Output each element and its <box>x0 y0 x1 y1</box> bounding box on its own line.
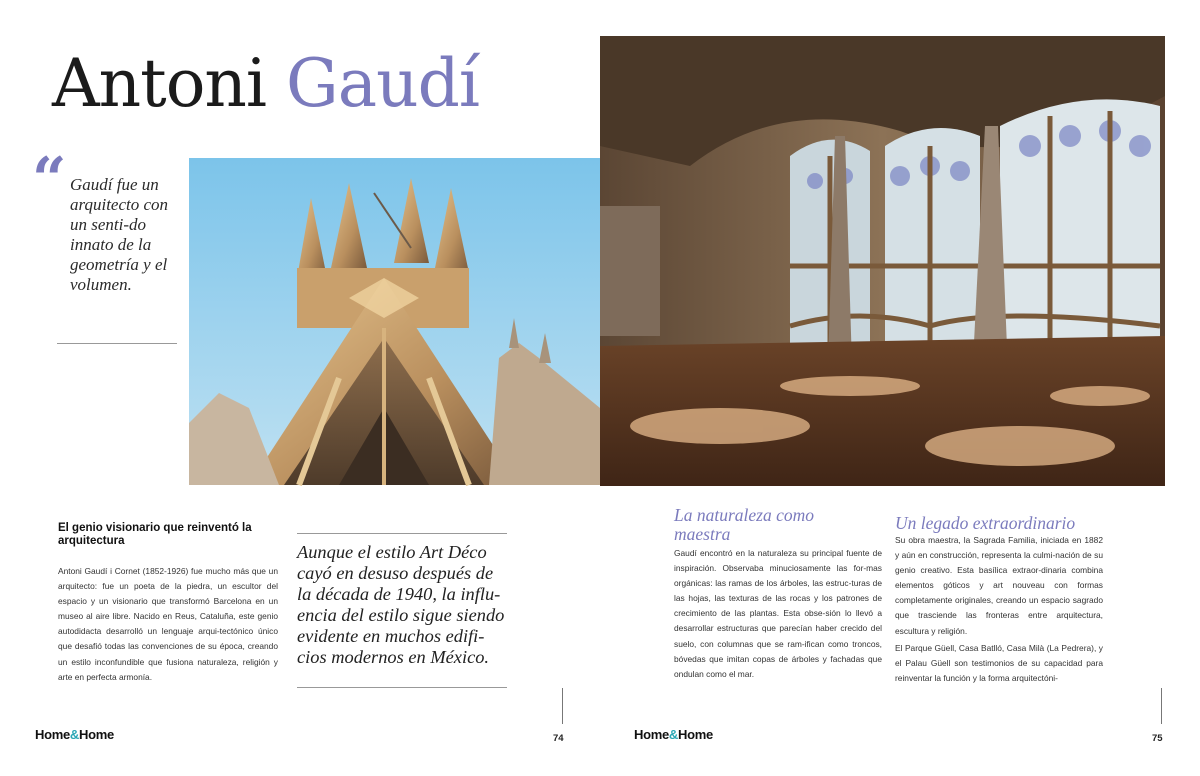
section-body-nature: Gaudí encontró en la naturaleza su principal fuente de inspiración. Observaba minuciosamente las for-mas orgánicas: las ramas de los árboles, las estruc-turas de las hojas, las texturas de las rocas y los patrones de crecimiento de las plantas. Esta obse-sión lo llevó a desarrollar estructuras que parecían haber crecido del suelo, con columnas que se ram-ifican como troncos, bóvedas que imitan copas de árboles y fachadas que ondulan como el mar. <box>674 548 882 679</box>
mid-quote-top-rule <box>297 533 507 534</box>
quote-mark-icon: “ <box>32 145 67 215</box>
sagrada-familia-image <box>189 158 600 485</box>
quote-divider <box>57 343 177 344</box>
legacy-paragraph-1: Su obra maestra, la Sagrada Familia, iniciada en 1882 y aún en construcción, representa la culmi-nación de su genio creativo. Esta basílica extraor-dinaria combina elementos góticos y art nouveau con formas completamente originales, creando un espacio sagrado que trasciende las fronteras entre arquitectura, escultura y religión. <box>895 535 1103 636</box>
page-number-left: 74 <box>553 733 564 744</box>
legacy-paragraph-2: El Parque Güell, Casa Batlló, Casa Milà (La Pedrera), y el Palau Güell son testimonios de su capacidad para reinventar la función y la forma arquitectóni- <box>895 642 1103 683</box>
section-heading-nature: La naturaleza como maestra <box>674 505 814 544</box>
footer-divider-left <box>562 688 563 724</box>
brand-amp: & <box>668 727 679 742</box>
footer-divider-right <box>1161 688 1162 724</box>
brand-amp: & <box>69 727 80 742</box>
page-number-right: 75 <box>1152 733 1163 744</box>
brand-logo-right <box>634 727 713 742</box>
section-body-legacy <box>895 533 1103 683</box>
mid-pull-quote: Aunque el estilo Art Déco cayó en desuso después de la década de 1940, la influ-encia del estilo sigue siendo evidente en muchos edifi-cios modernos en México. <box>297 542 505 667</box>
casa-batllo-image <box>600 36 1165 486</box>
article-heading: El genio visionario que reinventó la arquitectura <box>58 522 252 547</box>
brand-word: Home <box>678 727 713 742</box>
page-title <box>52 44 479 124</box>
title-first-word: Antoni <box>52 45 267 122</box>
article-body: Antoni Gaudí i Cornet (1852-1926) fue mucho más que un arquitecto: fue un poeta de la piedra, un escultor del espacio y un visionario que transformó Barcelona en un museo al aire libre. Nacido en Reus, Cataluña, este genio autodidacta desarrolló un lenguaje arqui-tectónico único que desafió todas las convenciones de su época, creando un estilo inconfundible que fusiona naturaleza, religión y arte en perfecta armonía. <box>58 566 278 682</box>
brand-word: Home <box>634 727 669 742</box>
title-accent-word: Gaudí <box>286 45 479 122</box>
mid-quote-bottom-rule <box>297 687 507 688</box>
brand-word: Home <box>79 727 114 742</box>
brand-word: Home <box>35 727 70 742</box>
section-heading-legacy: Un legado extraordinario <box>895 513 1076 533</box>
pull-quote: Gaudí fue un arquitecto con un senti-do innato de la geometría y el volumen. <box>70 175 169 294</box>
brand-logo-left <box>35 727 114 742</box>
